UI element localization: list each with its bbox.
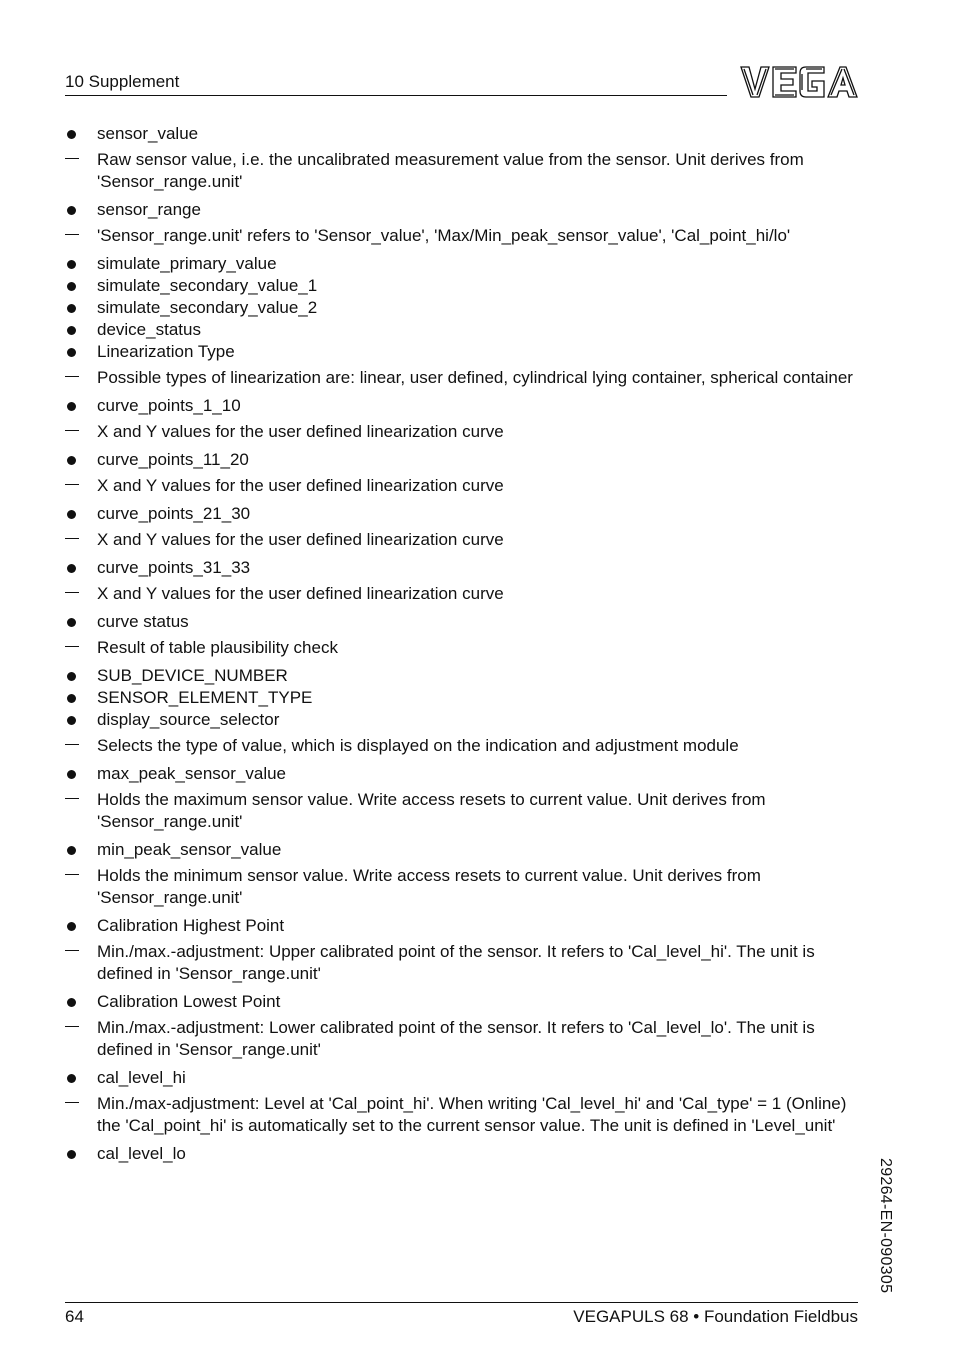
parameter-name: sensor_range: [65, 199, 860, 221]
parameter-description: Selects the type of value, which is displayed on the indication and adjustment module: [65, 735, 860, 757]
footer-divider: [65, 1302, 858, 1303]
parameter-list: [65, 123, 860, 1171]
parameter-name: display_source_selector: [65, 709, 860, 731]
parameter-name: max_peak_sensor_value: [65, 763, 860, 785]
parameter-group: [65, 1143, 860, 1165]
parameter-name: simulate_secondary_value_1: [65, 275, 860, 297]
parameter-name: SENSOR_ELEMENT_TYPE: [65, 687, 860, 709]
parameter-description: Holds the minimum sensor value. Write access resets to current value. Unit derives from 'Sensor_range.unit': [65, 865, 860, 909]
parameter-name: curve status: [65, 611, 860, 633]
parameter-description: Raw sensor value, i.e. the uncalibrated measurement value from the sensor. Unit derives from 'Sensor_range.unit': [65, 149, 860, 193]
parameter-description: X and Y values for the user defined linearization curve: [65, 529, 860, 551]
parameter-group: [65, 763, 860, 833]
parameter-name: Calibration Highest Point: [65, 915, 860, 937]
parameter-group: [65, 1067, 860, 1137]
parameter-group: [65, 395, 860, 443]
parameter-group: [65, 991, 860, 1061]
parameter-name: simulate_primary_value: [65, 253, 860, 275]
parameter-name: curve_points_1_10: [65, 395, 860, 417]
parameter-group: [65, 557, 860, 605]
parameter-name: Calibration Lowest Point: [65, 991, 860, 1013]
parameter-description: Result of table plausibility check: [65, 637, 860, 659]
parameter-name: min_peak_sensor_value: [65, 839, 860, 861]
document-title: VEGAPULS 68 • Foundation Fieldbus: [573, 1307, 858, 1326]
parameter-group: [65, 503, 860, 551]
parameter-description: Min./max-adjustment: Level at 'Cal_point_hi'. When writing 'Cal_level_hi' and 'Cal_type' = 1 (Online) the 'Cal_point_hi' is automatically set to the current sensor value. The unit is defined in 'Level_unit': [65, 1093, 860, 1137]
parameter-description: Holds the maximum sensor value. Write access resets to current value. Unit derives from 'Sensor_range.unit': [65, 789, 860, 833]
parameter-name: cal_level_lo: [65, 1143, 860, 1165]
parameter-group: [65, 839, 860, 909]
parameter-description: Min./max.-adjustment: Lower calibrated point of the sensor. It refers to 'Cal_level_lo'. The unit is defined in 'Sensor_range.unit': [65, 1017, 860, 1061]
parameter-name: curve_points_21_30: [65, 503, 860, 525]
parameter-name: curve_points_31_33: [65, 557, 860, 579]
parameter-group: [65, 253, 860, 389]
parameter-description: X and Y values for the user defined linearization curve: [65, 421, 860, 443]
parameter-name: SUB_DEVICE_NUMBER: [65, 665, 860, 687]
parameter-description: X and Y values for the user defined linearization curve: [65, 475, 860, 497]
parameter-name: Linearization Type: [65, 341, 860, 363]
header-divider: [65, 95, 727, 96]
parameter-group: [65, 199, 860, 247]
section-title: 10 Supplement: [65, 72, 180, 91]
parameter-description: Possible types of linearization are: linear, user defined, cylindrical lying container, spherical container: [65, 367, 860, 389]
parameter-group: [65, 665, 860, 757]
parameter-name: sensor_value: [65, 123, 860, 145]
parameter-group: [65, 611, 860, 659]
parameter-name: device_status: [65, 319, 860, 341]
parameter-description: X and Y values for the user defined linearization curve: [65, 583, 860, 605]
parameter-name: simulate_secondary_value_2: [65, 297, 860, 319]
parameter-name: cal_level_hi: [65, 1067, 860, 1089]
document-code: 29264-EN-090305: [877, 1158, 894, 1294]
page-number: 64: [65, 1307, 84, 1326]
parameter-group: [65, 449, 860, 497]
parameter-description: Min./max.-adjustment: Upper calibrated point of the sensor. It refers to 'Cal_level_hi'. The unit is defined in 'Sensor_range.unit': [65, 941, 860, 985]
parameter-description: 'Sensor_range.unit' refers to 'Sensor_value', 'Max/Min_peak_sensor_value', 'Cal_point_hi/lo': [65, 225, 860, 247]
parameter-group: [65, 123, 860, 193]
parameter-group: [65, 915, 860, 985]
vega-logo: [740, 66, 858, 98]
parameter-name: curve_points_11_20: [65, 449, 860, 471]
